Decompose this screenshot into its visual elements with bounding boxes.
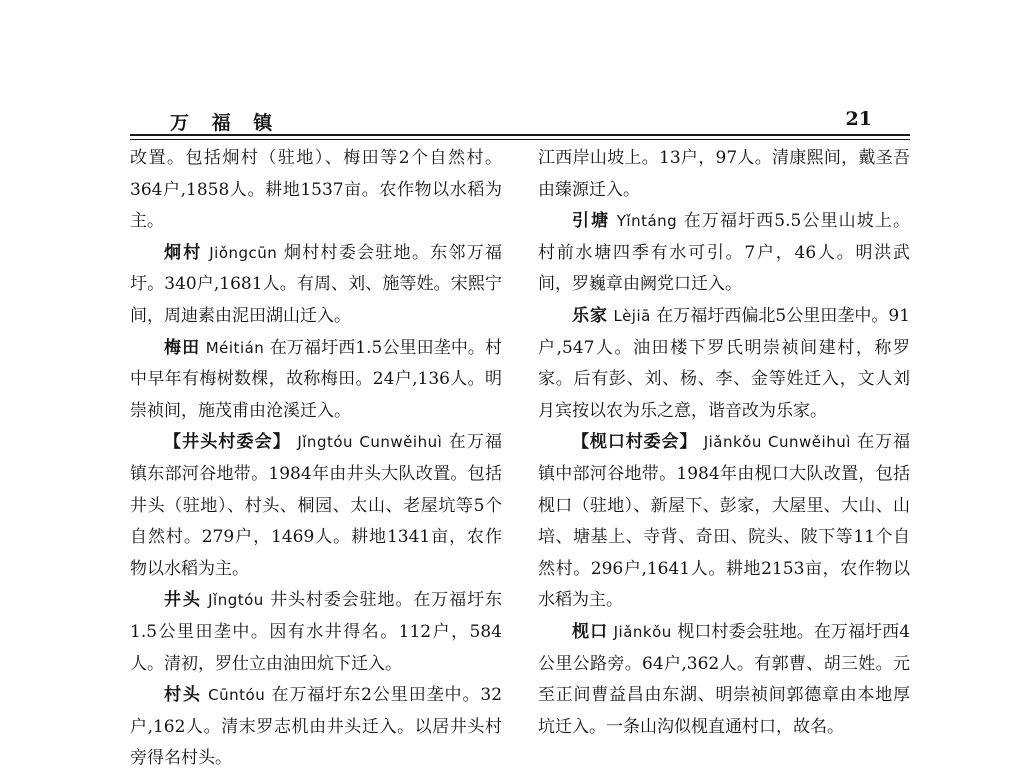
section-heading: 【枧口村委会】 bbox=[572, 432, 698, 453]
paragraph-continuation: 改置。包括炯村（驻地）、梅田等2个自然村。364户,1858人。耕地1537亩。农作物以水稻为主。 bbox=[130, 148, 502, 232]
entry-text: 炯村村委会驻地。东邻万福圩。340户,1681人。有周、刘、施等姓。宋熙宁间，周迪素由泥田湖山迁入。 bbox=[130, 242, 502, 326]
entry-jiongcun bbox=[130, 238, 502, 333]
section-pinyin: Jiǎnkǒu Cunwěihuì bbox=[703, 433, 851, 452]
entry-name: 枧口 bbox=[572, 621, 609, 642]
right-column bbox=[538, 143, 910, 768]
entry-jingtou bbox=[130, 585, 502, 680]
entry-pinyin: Jǐngtóu bbox=[208, 591, 264, 610]
entry-pinyin: Yǐntáng bbox=[616, 212, 678, 231]
section-jingtou-committee bbox=[130, 427, 502, 585]
section-jiankou-committee bbox=[538, 427, 910, 617]
entry-name: 引塘 bbox=[572, 211, 611, 232]
section-text: 在万福镇东部河谷地带。1984年由井头大队改置。包括井头（驻地）、村头、桐园、太山、老屋坑等5个自然村。279户，1469人。耕地1341亩，农作物以水稻为主。 bbox=[130, 432, 502, 579]
entry-pinyin: Méitián bbox=[205, 338, 265, 357]
entry-name: 乐家 bbox=[572, 305, 609, 326]
entry-meitian bbox=[130, 333, 502, 428]
entry-jiankou bbox=[538, 617, 910, 743]
entry-cuntou bbox=[130, 680, 502, 768]
entry-lejia bbox=[538, 301, 910, 427]
entry-text: 在万福圩东2公里田垄中。32户,162人。清末罗志机由井头迁入。以居井头村旁得名村头。 bbox=[130, 685, 502, 768]
entry-pinyin: Lèjiā bbox=[613, 306, 651, 325]
entry-pinyin: Jiǒngcūn bbox=[209, 243, 278, 262]
page-number: 21 bbox=[845, 108, 872, 130]
entry-pinyin: Cūntóu bbox=[208, 686, 266, 705]
left-column bbox=[130, 143, 502, 768]
entry-text: 在万福圩西5.5公里山坡上。村前水塘四季有水可引。7户，46人。明洪武间，罗巍章由阙党口迁入。 bbox=[538, 211, 910, 295]
entry-name: 村头 bbox=[164, 685, 202, 706]
entry-yintang bbox=[538, 206, 910, 301]
section-pinyin: Jǐngtóu Cunwěihuì bbox=[297, 433, 443, 452]
entry-name: 井头 bbox=[164, 590, 202, 611]
page-header bbox=[130, 106, 910, 136]
entry-text: 枧口村委会驻地。在万福圩西4公里公路旁。64户,362人。有郭曹、胡三姓。元至正间曹益昌由东湖、明崇祯间郭德章由本地厚坑迁入。一条山沟似枧直通村口，故名。 bbox=[538, 621, 910, 737]
entry-text: 在万福圩西偏北5公里田垄中。91户,547人。油田楼下罗氏明崇祯间建村，称罗家。后有彭、刘、杨、李、金等姓迁入，文人刘月宾按以农为乐之意，谐音改为乐家。 bbox=[538, 305, 910, 421]
section-text: 在万福镇中部河谷地带。1984年由枧口大队改置，包括枧口（驻地）、新屋下、彭家，大屋里、大山、山培、塘基上、寺背、奇田、院头、陂下等11个自然村。296户,1641人。耕地2153亩，农作物以水稻为主。 bbox=[538, 432, 910, 611]
entry-text: 在万福圩西1.5公里田垄中。村中早年有梅树数棵，故称梅田。24户,136人。明崇祯间，施茂甫由沧溪迁入。 bbox=[130, 337, 502, 421]
entry-name: 炯村 bbox=[164, 242, 203, 263]
section-heading: 【井头村委会】 bbox=[164, 432, 291, 453]
header-title: 万 福 镇 bbox=[170, 112, 281, 134]
entry-name: 梅田 bbox=[164, 337, 201, 358]
entry-pinyin: Jiǎnkǒu bbox=[613, 622, 672, 641]
entry-text: 井头村委会驻地。在万福圩东1.5公里田垄中。因有水井得名。112户，584人。清初，罗仕立由油田炕下迁入。 bbox=[130, 590, 502, 674]
header-rule-thick bbox=[130, 134, 910, 136]
paragraph-continuation: 江西岸山坡上。13户，97人。清康熙间，戴圣吾由臻源迁入。 bbox=[538, 148, 910, 200]
header-rule-thin bbox=[130, 139, 910, 140]
